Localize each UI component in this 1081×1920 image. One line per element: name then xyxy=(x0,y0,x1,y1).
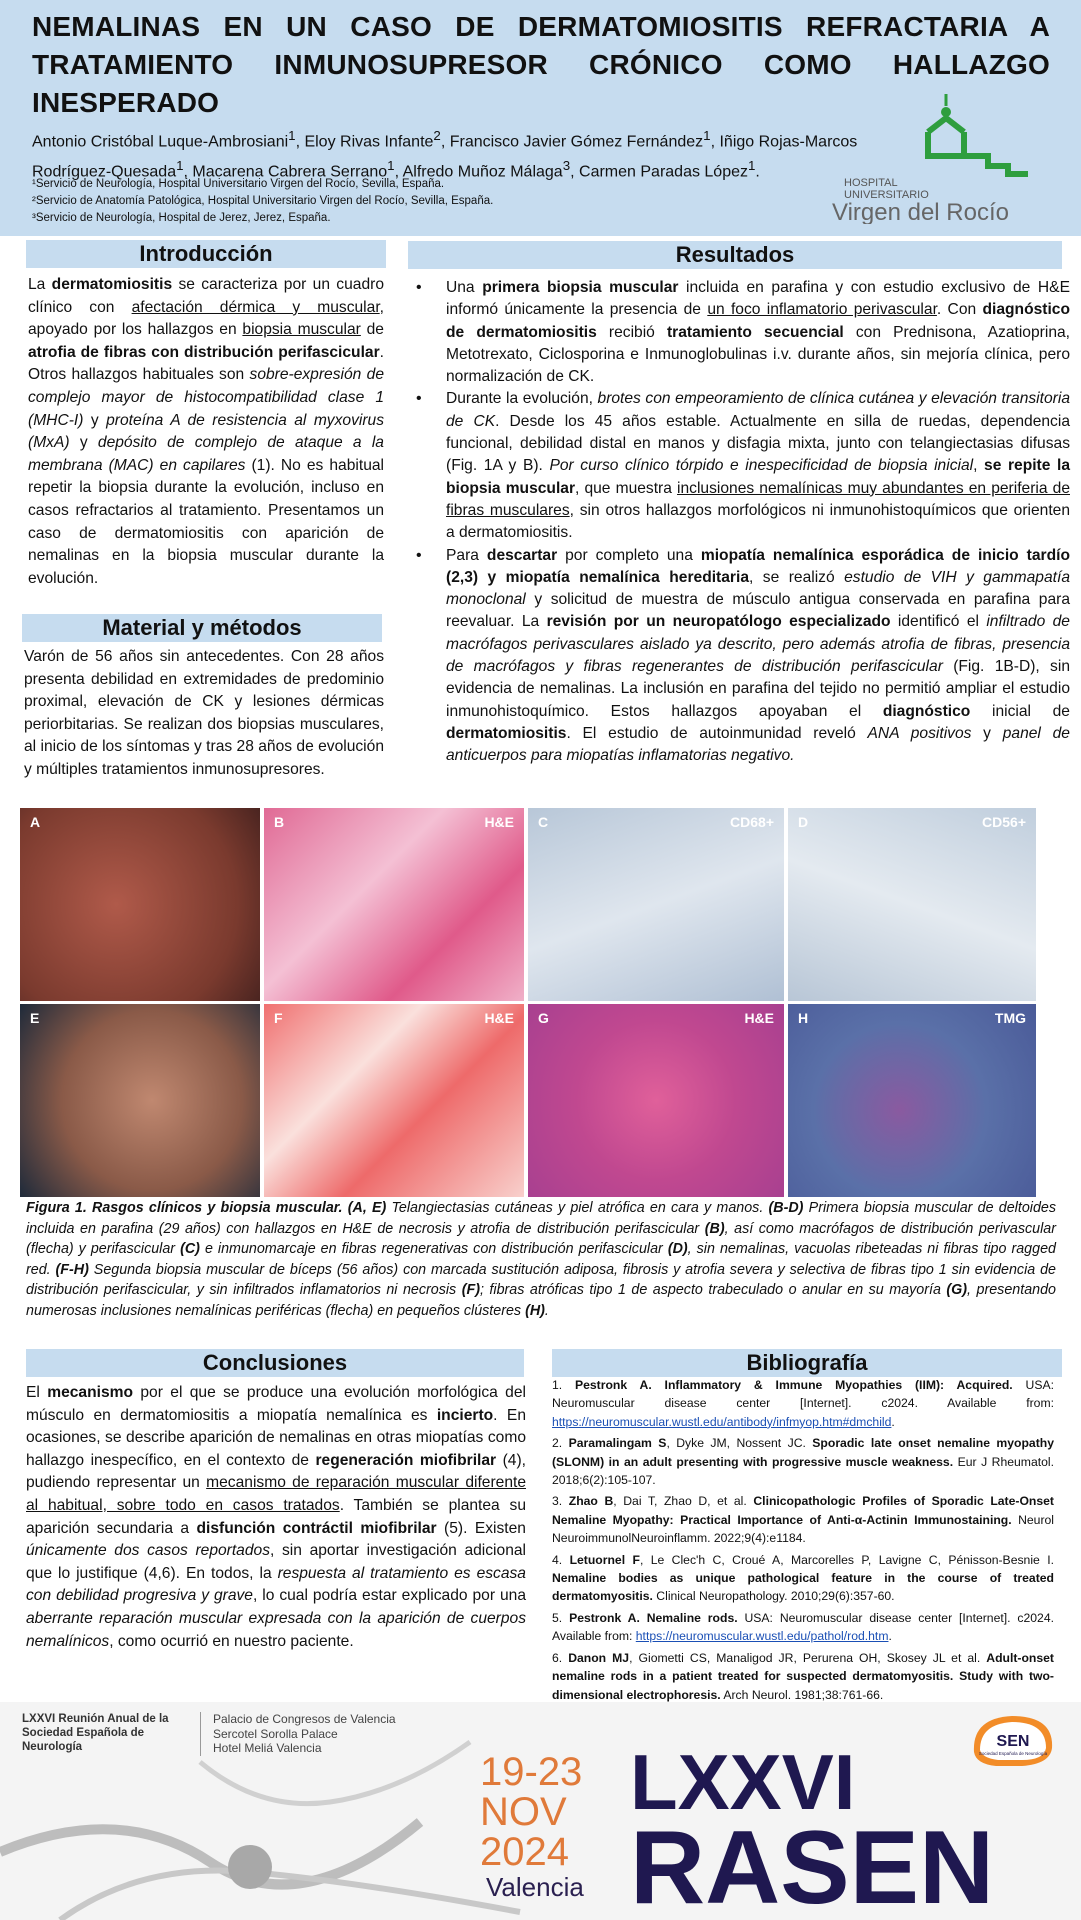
author: Iñigo Rojas-Marcos Rodríguez-Quesada xyxy=(32,133,858,181)
reference-item: 5. Pestronk A. Nemaline rods. USA: Neuromuscular disease center [Internet]. c2024. Available from: https://neuromuscular.wustl.edu/pathol/rod.htm. xyxy=(552,1610,1054,1644)
footer-org: LXXVI Reunión Anual de la Sociedad Española de Neurología xyxy=(22,1713,169,1753)
reference-item: 2. Paramalingam S, Dyke JM, Nossent JC. Sporadic late onset nemaline myopathy (SLONM) in an adult presenting with progressive muscle weakness. Eur J Rheumatol. 2018;6(2):105-107. xyxy=(552,1436,1054,1488)
intro-heading: Introducción xyxy=(26,240,386,268)
figure-panel-b: B H&E xyxy=(264,808,524,1001)
figure-panel-a: A xyxy=(20,808,260,1001)
sen-logo-text: SEN xyxy=(996,1733,1030,1750)
poster-title: NEMALINAS EN UN CASO DE DERMATOMIOSITIS REFRACTARIA A TRATAMIENTO INMUNOSUPRESOR CRÓNICO COMO HALLAZGO INESPERADO xyxy=(32,11,1050,118)
author: Carmen Paradas López xyxy=(579,163,748,181)
footer-city: Valencia xyxy=(486,1872,584,1902)
affiliation: ²Servicio de Anatomía Patológica, Hospital Universitario Virgen del Rocío, Sevilla, España. xyxy=(32,195,494,207)
methods-text: Varón de 56 años sin antecedentes. Con 28 años presenta debilidad en extremidades de predominio proximal, elevación de CK y lesiones dérmicas periorbitarias. Se realizan dos biopsias musculares, al inicio de los síntomas y tras 28 años de evolución y múltiples tratamientos inmunosupresores. xyxy=(24,648,384,778)
date-month: NOV xyxy=(480,1790,567,1834)
date-year: 2024 xyxy=(480,1830,569,1874)
venue-line: Sercotel Sorolla Palace xyxy=(213,1726,338,1741)
reference-item: 6. Danon MJ, Giometti CS, Manaligod JR, Perurena OH, Skosey JL et al. Adult-onset nemaline rods in a patient treated for suspected dermatomyositis. Study with two-dimensional electrophoresis. Arch Neurol. 1981;38:761-66. xyxy=(552,1650,1054,1702)
figure-panel-g: G H&E xyxy=(528,1004,784,1197)
figure-panel-d: D CD56+ xyxy=(788,808,1036,1001)
reference-item: 3. Zhao B, Dai T, Zhao D, et al. Clinicopathologic Profiles of Sporadic Late-Onset Nemaline Myopathy: Practical Importance of Anti-α-Actinin Immunostaining. Neurol NeuroimmunolNeuroinflamm. 2022;9(4):e1184. xyxy=(552,1494,1054,1546)
author-list: Antonio Cristóbal Luque-Ambrosiani$^1$, Eloy Rivas Infante$^2$, Francisco Javier Gómez Fernández$^1$, Iñigo Rojas-Marcos Rodríguez-Quesada$^1$, Macarena Cabrera Serrano$^1$, Alfredo Muñoz Málaga$^3$, Carmen Paradas López$^1$. xyxy=(32,128,858,181)
bibliography-list xyxy=(552,1376,1054,1707)
reference-item: 4. Letuornel F, Le Clec'h C, Croué A, Marcorelles P, Lavigne C, Pénisson-Besnie I. Nemaline bodies as unique pathological feature in the course of treated dermatomyositis. Clinical Neuropathology. 2010;29(6):357-60. xyxy=(552,1552,1054,1604)
author: Alfredo Muñoz Málaga xyxy=(402,163,563,181)
event-name: RASEN xyxy=(630,1810,995,1920)
result-item: • Durante la evolución, brotes con empeoramiento de clínica cutánea y elevación transitoria de CK. Desde los 45 años estable. Actualmente en silla de ruedas, dependencia funcional, debilidad distal en manos y disfagia mixta, junto con telangiectasias difusas (Fig. 1A y B). Por curso clínico tórpido e inespecificidad de biopsia inicial, se repite la biopsia muscular, que muestra inclusiones nemalínicas muy abundantes en periferia de fibras musculares, sin otros hallazgos morfológicos ni inmunohistoquímicos que orienten a dermatomiositis. xyxy=(408,388,1070,544)
methods-heading: Material y métodos xyxy=(22,614,382,642)
conclusions-heading: Conclusiones xyxy=(26,1349,524,1377)
figure-row-top xyxy=(20,808,1036,1001)
result-item: • Una primera biopsia muscular incluida en parafina y con estudio exclusivo de H&E informó únicamente la presencia de un foco inflamatorio perivascular. Con diagnóstico de dermatomiositis recibió tratamiento secuencial con Prednisona, Azatioprina, Metotrexato, Ciclosporina e Inmunoglobulinas i.v. durante años, sin mejoría clínica, pero normalización de CK. xyxy=(408,277,1070,388)
logo-line1: HOSPITAL xyxy=(844,177,898,189)
venue-line: Palacio de Congresos de Valencia xyxy=(213,1712,396,1726)
bibliography-heading: Bibliografía xyxy=(552,1349,1062,1377)
sen-logo xyxy=(966,1708,1060,1770)
reference-link[interactable]: https://neuromuscular.wustl.edu/pathol/rod.htm xyxy=(635,1629,889,1644)
author: Antonio Cristóbal Luque-Ambrosiani xyxy=(32,133,289,151)
conclusions-text: El mecanismo por el que se produce una evolución morfológica del músculo en dermatomiositis a miopatía nemalínica es incierto. En ocasiones, se describe aparición de nemalinas en otras miopatías como hallazgo inespecífico, en el contexto de regeneración miofibrilar (4), pudiendo representar un mecanismo de reparación muscular diferente al habitual, sobre todo en casos tratados. También se plantea su aparición secundaria a disfunción contráctil miofibrilar (5). Existen únicamente dos casos reportados, sin aportar investigación adicional que lo justifique (4,6). En todos, la respuesta al tratamiento es escasa con debilidad progresiva y grave, lo cual podría estar explicado por una aberrante reparación muscular expresada con la aparición de cuerpos nemalínicos, como ocurrió en nuestro paciente. xyxy=(26,1384,527,1650)
results-list xyxy=(408,277,1070,768)
date-range: 19-23 xyxy=(480,1750,583,1794)
affiliation: ¹Servicio de Neurología, Hospital Universitario Virgen del Rocío, Sevilla, España. xyxy=(32,178,445,190)
venue-line: Hotel Meliá Valencia xyxy=(213,1741,322,1755)
author: Eloy Rivas Infante xyxy=(304,133,434,151)
affiliation: ³Servicio de Neurología, Hospital de Jerez, Jerez, España. xyxy=(32,212,331,224)
reference-link[interactable]: https://neuromuscular.wustl.edu/antibody/infmyop.htm#dmchild xyxy=(552,1414,892,1429)
figure-panel-c: C CD68+ xyxy=(528,808,784,1001)
hospital-logo xyxy=(828,94,1058,224)
footer-dates xyxy=(480,1752,620,1872)
logo-line2: UNIVERSITARIO xyxy=(844,189,929,201)
figure-panel-h: H TMG xyxy=(788,1004,1036,1197)
sen-logo-sub: Sociedad Española de Neurología xyxy=(978,1751,1048,1756)
results-heading: Resultados xyxy=(408,241,1062,269)
figure-panel-f: F H&E xyxy=(264,1004,524,1197)
reference-item: 1. Pestronk A. Inflammatory & Immune Myopathies (IIM): Acquired. USA: Neuromuscular disease center [Internet]. c2024. Available from: https://neuromuscular.wustl.edu/antibody/infmyop.htm#dmchild. xyxy=(552,1378,1054,1429)
logo-line3: Virgen del Rocío xyxy=(832,199,1009,224)
figure-row-bottom xyxy=(20,1004,1036,1197)
result-item: • Para descartar por completo una miopatía nemalínica esporádica de inicio tardío (2,3) y miopatía nemalínica hereditaria, se realizó estudio de VIH y gammapatía monoclonal y solicitud de muestra de músculo antigua conservada en parafina para reevaluar. La revisión por un neuropatólogo especializado identificó el infiltrado de macrófagos perivasculares aislado ya descrito, pero además atrofia de fibras, presencia de macrófagos y fibras regenerantes de distribución perifascicular (Fig. 1B-D), sin evidencia de nemalinas. La inclusión en parafina del tejido no permitió ampliar el estudio inmunohistoquímico. Estos hallazgos apoyaban el diagnóstico inicial de dermatomiositis. El estudio de autoinmunidad reveló ANA positivos y panel de anticuerpos para miopatías inflamatorias negativo. xyxy=(408,545,1070,768)
footer-venues xyxy=(200,1712,420,1756)
event-number: LXXVI xyxy=(630,1738,856,1826)
intro-text: La dermatomiositis se caracteriza por un cuadro clínico con afectación dérmica y muscular, apoyado por los hallazgos en biopsia muscular de atrofia de fibras con distribución perifascicular. Otros hallazgos habituales son sobre-expresión de complejo mayor de histocompatibilidad clase 1 (MHC-I) y proteína A de resistencia al myxovirus (MxA) y depósito de complejo de ataque a la membrana (MAC) en capilares (1). No es habitual repetir la biopsia durante la evolución, incluso en casos refractarios al tratamiento. Presentamos un caso de dermatomiositis con aparición de nemalinas en la biopsia muscular durante la evolución. xyxy=(28,276,384,587)
figure-caption: Figura 1. Rasgos clínicos y biopsia muscular. (A, E) Telangiectasias cutáneas y piel atrófica en cara y manos. (B-D) Primera biopsia muscular de deltoides incluida en parafina (29 años) con hallazgos en H&E de necrosis y atrofia de distribución perifascicular (B), así como macrófagos de distribución perivascular (flecha) y perifascicular (C) e inmunomarcaje en fibras regenerativas con distribución perifascicular (D), sin nemalinas, vacuolas ribeteadas ni fibras tipo ragged red. (F-H) Segunda biopsia muscular de bíceps (56 años) con marcada sustitución adiposa, fibrosis y atrofia severa y selectiva de fibras tipo 1 sin evidencia de distribución perifascicular, y sin infiltrados inflamatorios ni necrosis (F); fibras atróficas tipo 1 de aspecto trabeculado o anular en su mayoría (G), presentando numerosas inclusiones nemalínicas periféricas (flecha) en pequeños clústeres (H). xyxy=(26,1200,1057,1319)
affiliations xyxy=(32,176,732,227)
author: Francisco Javier Gómez Fernández xyxy=(449,133,704,151)
author: Macarena Cabrera Serrano xyxy=(192,163,388,181)
figure-panel-e: E xyxy=(20,1004,260,1197)
